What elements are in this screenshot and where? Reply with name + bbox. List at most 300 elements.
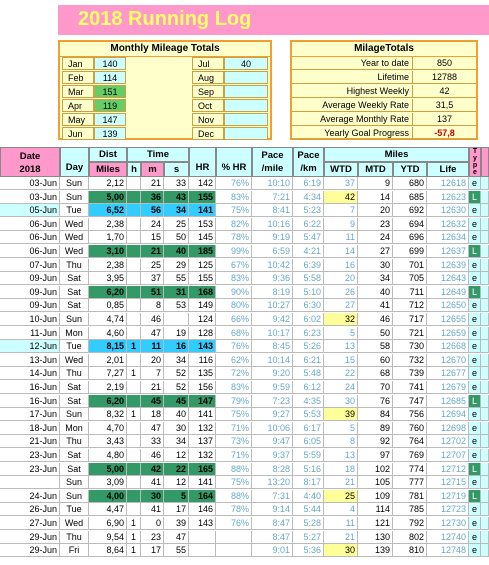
cell-hr: 147 [189, 395, 216, 408]
table-row[interactable] [0, 231, 489, 244]
cell-pm: 9:42 [252, 313, 293, 326]
cell-pk: 6:21 [293, 354, 324, 367]
cell-ytd: 701 [393, 259, 427, 272]
page-title: 2018 Running Log [78, 8, 252, 30]
cell-m: 20 [141, 354, 164, 367]
cell-h [127, 313, 141, 326]
cell-phr: 83% [216, 191, 252, 204]
cell-ytd: 741 [393, 381, 427, 394]
cell-h [127, 381, 141, 394]
cell-pk: 5:16 [293, 463, 324, 476]
cell-date: 17-Jun [0, 408, 60, 421]
header-date[interactable] [0, 147, 60, 177]
header-time[interactable] [127, 147, 189, 162]
cell-date: 12-Jun [0, 340, 60, 353]
cell-ytd: 781 [393, 490, 427, 503]
cell-extra [481, 272, 489, 285]
month-value[interactable]: 151 [94, 85, 126, 98]
header-pace-mile-bot: /mile [261, 163, 284, 174]
cell-s: 34 [164, 435, 189, 448]
header-day[interactable] [60, 147, 89, 177]
cell-ytd: 747 [393, 395, 427, 408]
cell-h [127, 354, 141, 367]
cell-s: 52 [164, 381, 189, 394]
table-row[interactable] [0, 422, 489, 435]
cell-extra [481, 245, 489, 258]
month-label: Sep [192, 85, 224, 98]
cell-dist: 9,54 [89, 531, 127, 544]
header-dist[interactable] [89, 147, 127, 162]
month-value[interactable]: 139 [94, 127, 126, 140]
cell-pm: 8:47 [252, 531, 293, 544]
cell-life: 12670 [427, 354, 469, 367]
cell-life: 12659 [427, 327, 469, 340]
header-pace-km[interactable] [293, 147, 324, 177]
cell-t: e [469, 476, 481, 489]
cell-wtd: 39 [324, 408, 358, 421]
totals-label: Average Weekly Rate [292, 99, 412, 112]
cell-t: e [469, 218, 481, 231]
table-row[interactable] [0, 245, 489, 258]
header-pace-mile[interactable] [252, 147, 293, 177]
cell-ytd: 732 [393, 354, 427, 367]
table-row[interactable] [0, 340, 489, 353]
table-row[interactable] [0, 435, 489, 448]
cell-pm: 9:27 [252, 408, 293, 421]
cell-mtd: 50 [358, 327, 393, 340]
header-wtd[interactable] [324, 162, 358, 177]
cell-m: 17 [141, 544, 164, 557]
cell-m: 46 [141, 313, 164, 326]
cell-phr: 79% [216, 395, 252, 408]
cell-t: e [469, 408, 481, 421]
table-row[interactable] [0, 191, 489, 204]
header-ytd[interactable] [393, 162, 427, 177]
cell-wtd: 16 [324, 259, 358, 272]
table-row[interactable] [0, 381, 489, 394]
cell-pm: 13:20 [252, 476, 293, 489]
totals-value[interactable]: 42 [412, 85, 476, 98]
cell-hr: 132 [189, 449, 216, 462]
cell-extra [481, 408, 489, 421]
cell-extra [481, 340, 489, 353]
cell-date: 05-Jun [0, 204, 60, 217]
cell-t: e [469, 517, 481, 530]
month-value[interactable] [224, 85, 268, 98]
cell-dist: 4,60 [89, 327, 127, 340]
cell-s: 43 [164, 191, 189, 204]
cell-t: e [469, 422, 481, 435]
cell-hr: 135 [189, 367, 216, 380]
cell-pk: 5:10 [293, 286, 324, 299]
header-type[interactable] [469, 147, 481, 177]
cell-phr: 83% [216, 272, 252, 285]
cell-dist: 3,10 [89, 245, 127, 258]
cell-phr: 88% [216, 490, 252, 503]
cell-s: 34 [164, 354, 189, 367]
cell-m: 46 [141, 449, 164, 462]
cell-s: 45 [164, 395, 189, 408]
cell-pk: 8:17 [293, 476, 324, 489]
cell-wtd: 4 [324, 503, 358, 516]
cell-t: e [469, 367, 481, 380]
cell-dist: 5,00 [89, 191, 127, 204]
cell-day: Sun [60, 476, 89, 489]
table-row[interactable] [0, 503, 489, 516]
cell-wtd: 9 [324, 218, 358, 231]
cell-m: 8 [141, 299, 164, 312]
cell-phr: 68% [216, 327, 252, 340]
table-row[interactable] [0, 449, 489, 462]
table-row[interactable] [0, 259, 489, 272]
cell-life: 12632 [427, 218, 469, 231]
cell-s: 53 [164, 299, 189, 312]
cell-life: 12630 [427, 204, 469, 217]
cell-phr: 76% [216, 340, 252, 353]
cell-ytd: 717 [393, 313, 427, 326]
cell-pk: 5:58 [293, 272, 324, 285]
cell-t: e [469, 272, 481, 285]
cell-m: 18 [141, 408, 164, 421]
cell-date: 11-Jun [0, 327, 60, 340]
table-row[interactable] [0, 544, 489, 557]
cell-date: 09-Jun [0, 299, 60, 312]
cell-s: 31 [164, 286, 189, 299]
cell-m: 47 [141, 422, 164, 435]
header-h[interactable] [127, 162, 141, 177]
month-value[interactable]: 119 [94, 99, 126, 112]
header-life[interactable] [427, 162, 469, 177]
month-label: Jun [62, 127, 94, 140]
cell-h [127, 476, 141, 489]
cell-t: L [469, 286, 481, 299]
cell-s: 29 [164, 259, 189, 272]
cell-day: Sun [60, 490, 89, 503]
cell-wtd: 42 [324, 191, 358, 204]
header-pct-hr-label: % HR [221, 162, 247, 173]
cell-pk: 6:39 [293, 259, 324, 272]
cell-ytd: 769 [393, 449, 427, 462]
cell-date: 24-Jun [0, 490, 60, 503]
table-row[interactable] [0, 367, 489, 380]
cell-wtd: 13 [324, 340, 358, 353]
cell-t: L [469, 245, 481, 258]
cell-pk: 4:40 [293, 490, 324, 503]
header-m[interactable] [141, 162, 164, 177]
cell-s: 19 [164, 327, 189, 340]
cell-dist: 2,19 [89, 381, 127, 394]
monthly-mileage-header: Monthly Mileage Totals [60, 42, 270, 57]
cell-m: 51 [141, 286, 164, 299]
cell-m: 41 [141, 503, 164, 516]
header-hr[interactable] [189, 147, 216, 177]
cell-hr: 155 [189, 272, 216, 285]
cell-wtd: 24 [324, 381, 358, 394]
cell-mtd: 109 [358, 490, 393, 503]
header-h-label: h [131, 164, 137, 175]
totals-label: Year to date [292, 57, 412, 70]
cell-wtd: 13 [324, 449, 358, 462]
cell-pk: 5:23 [293, 204, 324, 217]
cell-s: 25 [164, 218, 189, 231]
cell-pk: 4:35 [293, 395, 324, 408]
cell-wtd: 26 [324, 286, 358, 299]
table-row[interactable] [0, 204, 489, 217]
header-time-label: Time [146, 149, 169, 160]
cell-s: 52 [164, 367, 189, 380]
cell-phr [216, 544, 252, 557]
cell-life: 12715 [427, 476, 469, 489]
cell-s: 55 [164, 272, 189, 285]
cell-ytd: 705 [393, 272, 427, 285]
cell-mtd: 68 [358, 367, 393, 380]
month-value[interactable]: 114 [94, 71, 126, 84]
cell-ytd: 694 [393, 218, 427, 231]
cell-m: 7 [141, 367, 164, 380]
month-label: May [62, 113, 94, 126]
month-value[interactable] [224, 113, 268, 126]
cell-dist: 5,00 [89, 463, 127, 476]
cell-m: 24 [141, 218, 164, 231]
cell-extra [481, 435, 489, 448]
cell-extra [481, 299, 489, 312]
table-row[interactable] [0, 177, 489, 190]
cell-m: 21 [141, 245, 164, 258]
cell-pk: 5:53 [293, 408, 324, 421]
cell-pm: 9:36 [252, 272, 293, 285]
cell-phr: 62% [216, 354, 252, 367]
cell-pm: 6:59 [252, 245, 293, 258]
cell-wtd: 30 [324, 544, 358, 557]
table-row[interactable] [0, 408, 489, 421]
table-row[interactable] [0, 299, 489, 312]
table-row[interactable] [0, 272, 489, 285]
month-value[interactable] [224, 127, 268, 140]
table-row[interactable] [0, 218, 489, 231]
month-value[interactable] [224, 71, 268, 84]
cell-day: Mon [60, 327, 89, 340]
table-row[interactable] [0, 395, 489, 408]
table-row[interactable] [0, 476, 489, 489]
cell-life: 12618 [427, 177, 469, 190]
cell-date: 29-Jun [0, 544, 60, 557]
table-row[interactable] [0, 517, 489, 530]
cell-date: 07-Jun [0, 259, 60, 272]
totals-label: Average Monthly Rate [292, 113, 412, 126]
month-value[interactable]: 147 [94, 113, 126, 126]
cell-dist: 3,43 [89, 435, 127, 448]
cell-phr: 83% [216, 381, 252, 394]
cell-day: Thu [60, 367, 89, 380]
header-pct-hr[interactable] [216, 147, 252, 177]
cell-life: 12707 [427, 449, 469, 462]
cell-hr: 153 [189, 218, 216, 231]
cell-dist: 3,95 [89, 272, 127, 285]
cell-life: 12637 [427, 245, 469, 258]
table-row[interactable] [0, 327, 489, 340]
totals-value[interactable]: 850 [412, 57, 476, 70]
cell-pm: 10:27 [252, 299, 293, 312]
header-mtd[interactable] [358, 162, 393, 177]
month-label: Aug [192, 71, 224, 84]
month-value[interactable] [224, 99, 268, 112]
cell-wtd: 37 [324, 177, 358, 190]
cell-day: Tue [60, 503, 89, 516]
cell-life: 12698 [427, 422, 469, 435]
cell-phr: 75% [216, 476, 252, 489]
cell-s: 5 [164, 490, 189, 503]
cell-dist: 3,09 [89, 476, 127, 489]
cell-wtd: 25 [324, 490, 358, 503]
cell-mtd: 40 [358, 286, 393, 299]
cell-dist: 8,64 [89, 544, 127, 557]
cell-hr [189, 531, 216, 544]
cell-wtd: 18 [324, 463, 358, 476]
cell-pm: 9:47 [252, 435, 293, 448]
cell-t: e [469, 313, 481, 326]
cell-ytd: 760 [393, 422, 427, 435]
cell-date: 03-Jun [0, 177, 60, 190]
cell-life: 12740 [427, 531, 469, 544]
cell-extra [481, 354, 489, 367]
cell-extra [481, 490, 489, 503]
cell-hr: 125 [189, 259, 216, 272]
month-label: Oct [192, 99, 224, 112]
totals-value[interactable]: 12788 [412, 71, 476, 84]
cell-day: Thu [60, 531, 89, 544]
cell-life: 12748 [427, 544, 469, 557]
totals-value[interactable]: 31,5 [412, 99, 476, 112]
cell-pk: 5:48 [293, 367, 324, 380]
cell-mtd: 30 [358, 259, 393, 272]
cell-h [127, 272, 141, 285]
cell-date: 26-Jun [0, 503, 60, 516]
cell-s: 40 [164, 245, 189, 258]
cell-day: Sat [60, 272, 89, 285]
cell-wtd: 11 [324, 517, 358, 530]
cell-date: 21-Jun [0, 435, 60, 448]
cell-date: 16-Jun [0, 381, 60, 394]
cell-mtd: 130 [358, 531, 393, 544]
totals-label: Yearly Goal Progress [292, 127, 412, 140]
cell-wtd: 27 [324, 299, 358, 312]
cell-m: 36 [141, 191, 164, 204]
cell-t: e [469, 381, 481, 394]
cell-h [127, 231, 141, 244]
cell-pm: 10:06 [252, 422, 293, 435]
cell-ytd: 777 [393, 476, 427, 489]
table-row[interactable] [0, 286, 489, 299]
cell-life: 12679 [427, 381, 469, 394]
cell-phr: 72% [216, 367, 252, 380]
cell-hr: 142 [189, 177, 216, 190]
cell-h [127, 463, 141, 476]
cell-wtd: 8 [324, 435, 358, 448]
cell-ytd: 810 [393, 544, 427, 557]
cell-pk: 6:22 [293, 218, 324, 231]
cell-phr: 71% [216, 449, 252, 462]
cell-life: 12655 [427, 313, 469, 326]
cell-extra [481, 367, 489, 380]
table-row[interactable] [0, 463, 489, 476]
cell-t: L [469, 395, 481, 408]
cell-dist: 6,52 [89, 204, 127, 217]
cell-pk: 6:02 [293, 313, 324, 326]
cell-s: 30 [164, 422, 189, 435]
totals-value[interactable]: -57,8 [412, 127, 476, 140]
month-value[interactable]: 40 [224, 57, 268, 70]
cell-hr: 132 [189, 422, 216, 435]
cell-m: 21 [141, 177, 164, 190]
cell-dist: 4,70 [89, 422, 127, 435]
cell-extra [481, 476, 489, 489]
cell-day: Sat [60, 395, 89, 408]
cell-extra [481, 381, 489, 394]
cell-dist: 6,90 [89, 517, 127, 530]
header-pace-km-top: Pace [297, 150, 320, 161]
cell-ytd: 711 [393, 286, 427, 299]
cell-life: 12643 [427, 272, 469, 285]
cell-mtd: 41 [358, 299, 393, 312]
cell-pk: 5:36 [293, 544, 324, 557]
totals-label: Lifetime [292, 71, 412, 84]
month-value[interactable]: 140 [94, 57, 126, 70]
cell-ytd: 699 [393, 245, 427, 258]
cell-date: 23-Jun [0, 449, 60, 462]
cell-ytd: 792 [393, 517, 427, 530]
cell-m: 25 [141, 259, 164, 272]
table-row[interactable] [0, 313, 489, 326]
cell-dist: 4,00 [89, 490, 127, 503]
cell-s: 55 [164, 544, 189, 557]
cell-h: 1 [127, 531, 141, 544]
cell-day: Thu [60, 259, 89, 272]
header-day-label: Day [65, 162, 84, 173]
header-s[interactable] [164, 162, 189, 177]
cell-h [127, 191, 141, 204]
cell-day: Sat [60, 286, 89, 299]
table-row[interactable] [0, 354, 489, 367]
cell-dist: 2,38 [89, 259, 127, 272]
mileage-totals-header: MilageTotals [292, 42, 476, 57]
cell-t: e [469, 299, 481, 312]
table-row[interactable] [0, 490, 489, 503]
cell-s: 12 [164, 449, 189, 462]
cell-ytd: 774 [393, 463, 427, 476]
month-label: Apr [62, 99, 94, 112]
totals-value[interactable]: 137 [412, 113, 476, 126]
cell-m: 33 [141, 435, 164, 448]
cell-mtd: 24 [358, 231, 393, 244]
cell-h [127, 218, 141, 231]
cell-mtd: 121 [358, 517, 393, 530]
header-m-label: m [148, 164, 157, 175]
cell-h [127, 177, 141, 190]
cell-pk: 6:05 [293, 435, 324, 448]
cell-h [127, 490, 141, 503]
cell-day: Wed [60, 517, 89, 530]
table-row[interactable] [0, 531, 489, 544]
month-label: Jan [62, 57, 94, 70]
cell-s: 40 [164, 408, 189, 421]
header-miles[interactable] [89, 162, 127, 177]
cell-extra [481, 531, 489, 544]
cell-dist: 0,85 [89, 299, 127, 312]
cell-hr: 168 [189, 286, 216, 299]
cell-ytd: 739 [393, 367, 427, 380]
cell-t: e [469, 327, 481, 340]
cell-dist: 4,74 [89, 313, 127, 326]
